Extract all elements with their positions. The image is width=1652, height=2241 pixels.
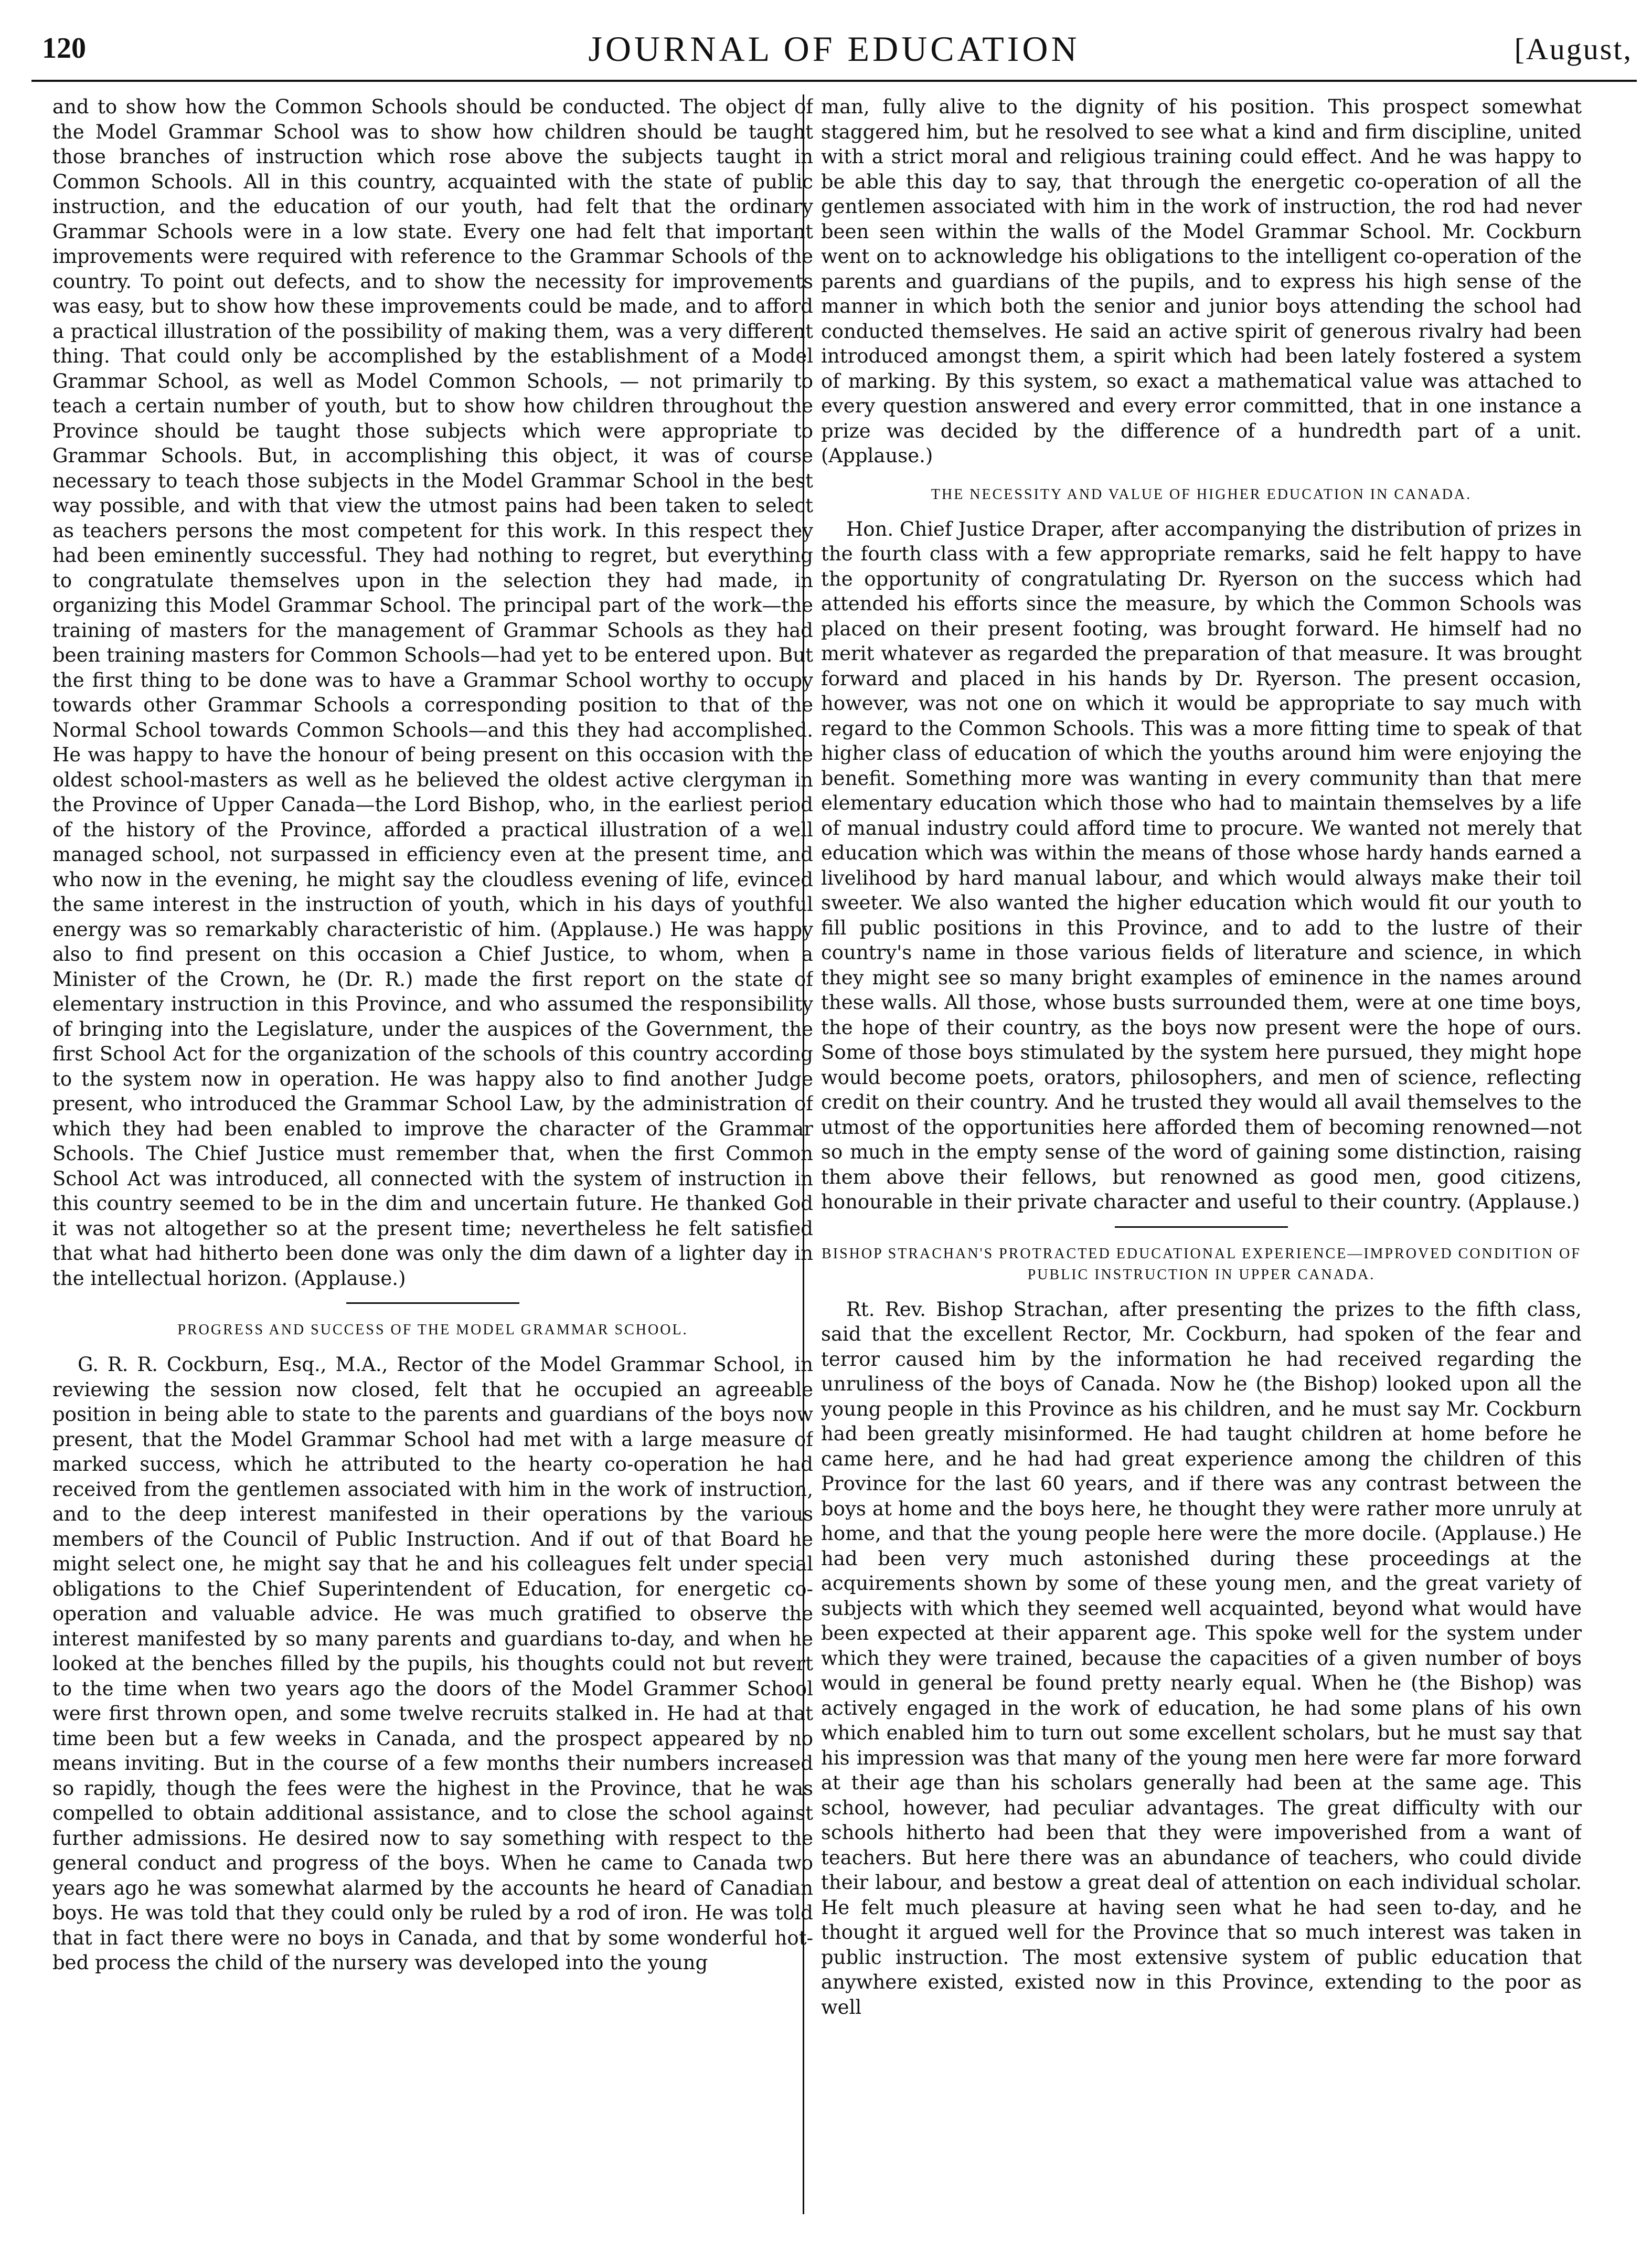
section-divider (346, 1302, 519, 1304)
section-heading-higher-education: THE NECESSITY AND VALUE OF HIGHER EDUCATION IN CANADA. (931, 486, 1472, 503)
issue-month: [August, (1514, 32, 1633, 66)
page-header (31, 21, 1637, 79)
section-heading-progress: PROGRESS AND SUCCESS OF THE MODEL GRAMMAR SCHOOL. (177, 1322, 688, 1338)
running-title: JOURNAL OF EDUCATION (588, 29, 1080, 69)
section-divider (1115, 1226, 1288, 1228)
left-paragraph-1: and to show how the Common Schools should be conducted. The object of the Model Grammar School was to show how children should be taught those branches of instruction which rose above the subjects taught in Common Schools. All in this country, acquainted with the state of public instruction, and the education of our youth, had felt that the ordinary Grammar Schools were in a low state. Every one had felt that important improvements were required with reference to the Grammar Schools of the country. To point out defects, and to show the necessity for improvements was easy, but to show how these improvements could be made, and to afford a practical illustration of the possibility of making them, was a very different thing. That could only be accomplished by the establishment of a Model Grammar School, as well as Model Common Schools, — not primarily to teach a certain number of youth, but to show how children throughout the Province should be taught those subjects which were appropriate to Grammar Schools. But, in accomplishing this object, it was of course necessary to teach those subjects in the Model Grammar School in the best way possible, and with that view the utmost pains had been taken to select as teachers persons the most competent for this work. In this respect they had been eminently successful. They had nothing to regret, but everything to congratulate themselves upon in the selection they had made, in organizing this Model Grammar School. The principal part of the work—the training of masters for the management of Grammar Schools as they had been training masters for Common Schools—had yet to be entered upon. But the first thing to be done was to have a Grammar School worthy to occupy towards other Grammar Schools a corresponding position to that of the Normal School towards Common Schools—and this they had accomplished. He was happy to have the honour of being present on this occasion with the oldest school-masters as well as he believed the oldest active clergyman in the Province of Upper Canada—the Lord Bishop, who, in the earliest period of the history of the Province, afforded a practical illustration of a well managed school, not surpassed in efficiency even at the present time, and who now in the evening, he might say the cloudless evening of life, evinced the same interest in the instruction of youth, which in his days of youthful energy was so remarkably characteristic of him. (Applause.) He was happy also to find present on this occasion a Chief Justice, to whom, when a Minister of the Crown, he (Dr. R.) made the first report on the state of elementary instruction in this Province, and who assumed the responsibility of bringing into the Legislature, under the auspices of the Government, the first School Act for the organization of the schools of this country according to the system now in operation. He was happy also to find another Judge present, who introduced the Grammar School Law, by the administration of which they had been enabled to improve the character of the Grammar Schools. The Chief Justice must remember that, when the first Common School Act was introduced, all connected with the system of instruction in this country seemed to be in the dim and uncertain future. He thanked God it was not altogether so at the present time; nevertheless he felt satisfied that what had hitherto been done was only the dim dawn of a lighter day in the intellectual horizon. (Applause.) (52, 95, 813, 1290)
right-paragraph-3: Rt. Rev. Bishop Strachan, after presenting the prizes to the fifth class, said that the excellent Rector, Mr. Cockburn, had spoken of the fear and terror caused him by the information he had received regarding the unruliness of the boys of Canada. Now he (the Bishop) looked upon all the young people in this Province as his children, and he must say Mr. Cockburn had been greatly misinformed. He had taught children at home before he came here, and he had had great experience among the children of this Province for the last 60 years, and if there was any contrast between the boys at home and the boys here, he thought they were rather more unruly at home, and that the young people here were the more docile. (Applause.) He had been very much astonished during these proceedings at the acquirements shown by some of these young men, and the great variety of subjects with which they seemed well acquainted, beyond what would have been expected at their apparent age. This spoke well for the system under which they were trained, because the capacities of a given number of boys would in general be found pretty nearly equal. When he (the Bishop) was actively engaged in the work of education, he had some plans of his own which enabled him to turn out some excellent scholars, but he must say that his impression was that many of the young men here were far more forward at their age than his scholars generally had been at the same age. This school, however, had peculiar advantages. The great difficulty with our schools hitherto had been that they were impoverished from a want of teachers. But here there was an abundance of teachers, who could divide their labour, and bestow a great deal of attention on each individual scholar. He felt much pleasure at having seen what he had seen to-day, and he thought it argued well for the Province that so much interest was taken in public instruction. The most extensive system of public education that anywhere existed, existed now in this Province, extending to the poor as well (821, 1298, 1582, 2019)
left-paragraph-2: G. R. R. Cockburn, Esq., M.A., Rector of the Model Grammar School, in reviewing the session now closed, felt that he occupied an agreeable position in being able to state to the parents and guardians of the boys now present, that the Model Grammar School had met with a large measure of marked success, which he attributed to the hearty co-operation he had received from the gentlemen associated with him in the work of instruction, and to the deep interest manifested in their operations by the various members of the Council of Public Instruction. And if out of that Board he might select one, he might say that he and his colleagues felt under special obligations to the Chief Superintendent of Education, for energetic co-operation and valuable advice. He was much gratified to observe the interest manifested by so many parents and guardians to-day, and when he looked at the benches filled by the pupils, his thoughts could not but revert to the time when two years ago the doors of the Model Grammer School were first thrown open, and some twelve recruits stalked in. He had at that time been but a few weeks in Canada, and the prospect appeared by no means inviting. But in the course of a few months their numbers increased so rapidly, though the fees were the highest in the Province, that he was compelled to obtain additional assistance, and to close the school against further admissions. He desired now to say something with respect to the general conduct and progress of the boys. When he came to Canada two years ago he was somewhat alarmed by the accounts he heard of Canadian boys. He was told that they could only be ruled by a rod of iron. He was told that in fact there were no boys in Canada, and that by some wonderful hot-bed process the child of the nursery was developed into the young (52, 1353, 813, 1974)
right-paragraph-2: Hon. Chief Justice Draper, after accompanying the distribution of prizes in the fourth class with a few appropriate remarks, said he felt happy to have the opportunity of congratulating Dr. Ryerson on the success which had attended his efforts since the measure, by which the Common Schools was placed on their present footing, was brought forward. He himself had no merit whatever as regarded the preparation of that measure. It was brought forward and placed in his hands by Dr. Ryerson. The present occasion, however, was not one on which it would be appropriate to say much with regard to the Common Schools. This was a more fitting time to speak of that higher class of education of which the youths around him were enjoying the benefit. Something more was wanting in every community than that mere elementary education which those who had to maintain themselves by a life of manual industry could afford time to procure. We wanted not merely that education which was within the means of those whose hardy hands earned a livelihood by hard manual labour, and which would always make their toil sweeter. We also wanted the higher education which would fit our youth to fill public positions in this Province, and to add to the lustre of their country's name in those various fields of literature and science, in which they might see so many bright examples of eminence in the names around these walls. All those, whose busts surrounded them, were at one time boys, the hope of their country, as the boys now present were the hope of ours. Some of those boys stimulated by the system here pursued, they might hope would become poets, orators, philosophers, and men of science, reflecting credit on their country. And he trusted they would all avail themselves to the utmost of the opportunities here afforded them of becoming renowned—not so much in the empty sense of the word of gaining some distinction, raising them above their fellows, but renowned as good men, good citizens, honourable in their private character and useful to their country. (Applause.) (821, 517, 1582, 1213)
column-divider (803, 94, 804, 2214)
left-column (52, 94, 813, 2219)
section-heading-bishop-strachan: BISHOP STRACHAN'S PROTRACTED EDUCATIONAL EXPERIENCE—IMPROVED CONDITION OF PUBLIC INSTRUCTION IN UPPER CANADA. (822, 1245, 1581, 1283)
page-number: 120 (42, 32, 86, 65)
header-rule (31, 80, 1637, 82)
right-paragraph-1: man, fully alive to the dignity of his position. This prospect somewhat staggered him, but he resolved to see what a kind and firm discipline, united with a strict moral and religious training could effect. And he was happy to be able this day to say, that through the energetic co-operation of all the gentlemen associated with him in the work of instruction, the rod had never been seen within the walls of the Model Grammar School. Mr. Cockburn went on to acknowledge his obligations to the intelligent co-operation of the parents and guardians of the pupils, and to express his high sense of the manner in which both the senior and junior boys attending the school had conducted themselves. He said an active spirit of generous rivalry had been introduced amongst them, a spirit which had been lately fostered a system of marking. By this system, so exact a mathematical value was attached to every question answered and every error committed, that in one instance a prize was decided by the difference of a hundredth part of a unit. (Applause.) (821, 95, 1582, 467)
right-column (821, 94, 1582, 2219)
